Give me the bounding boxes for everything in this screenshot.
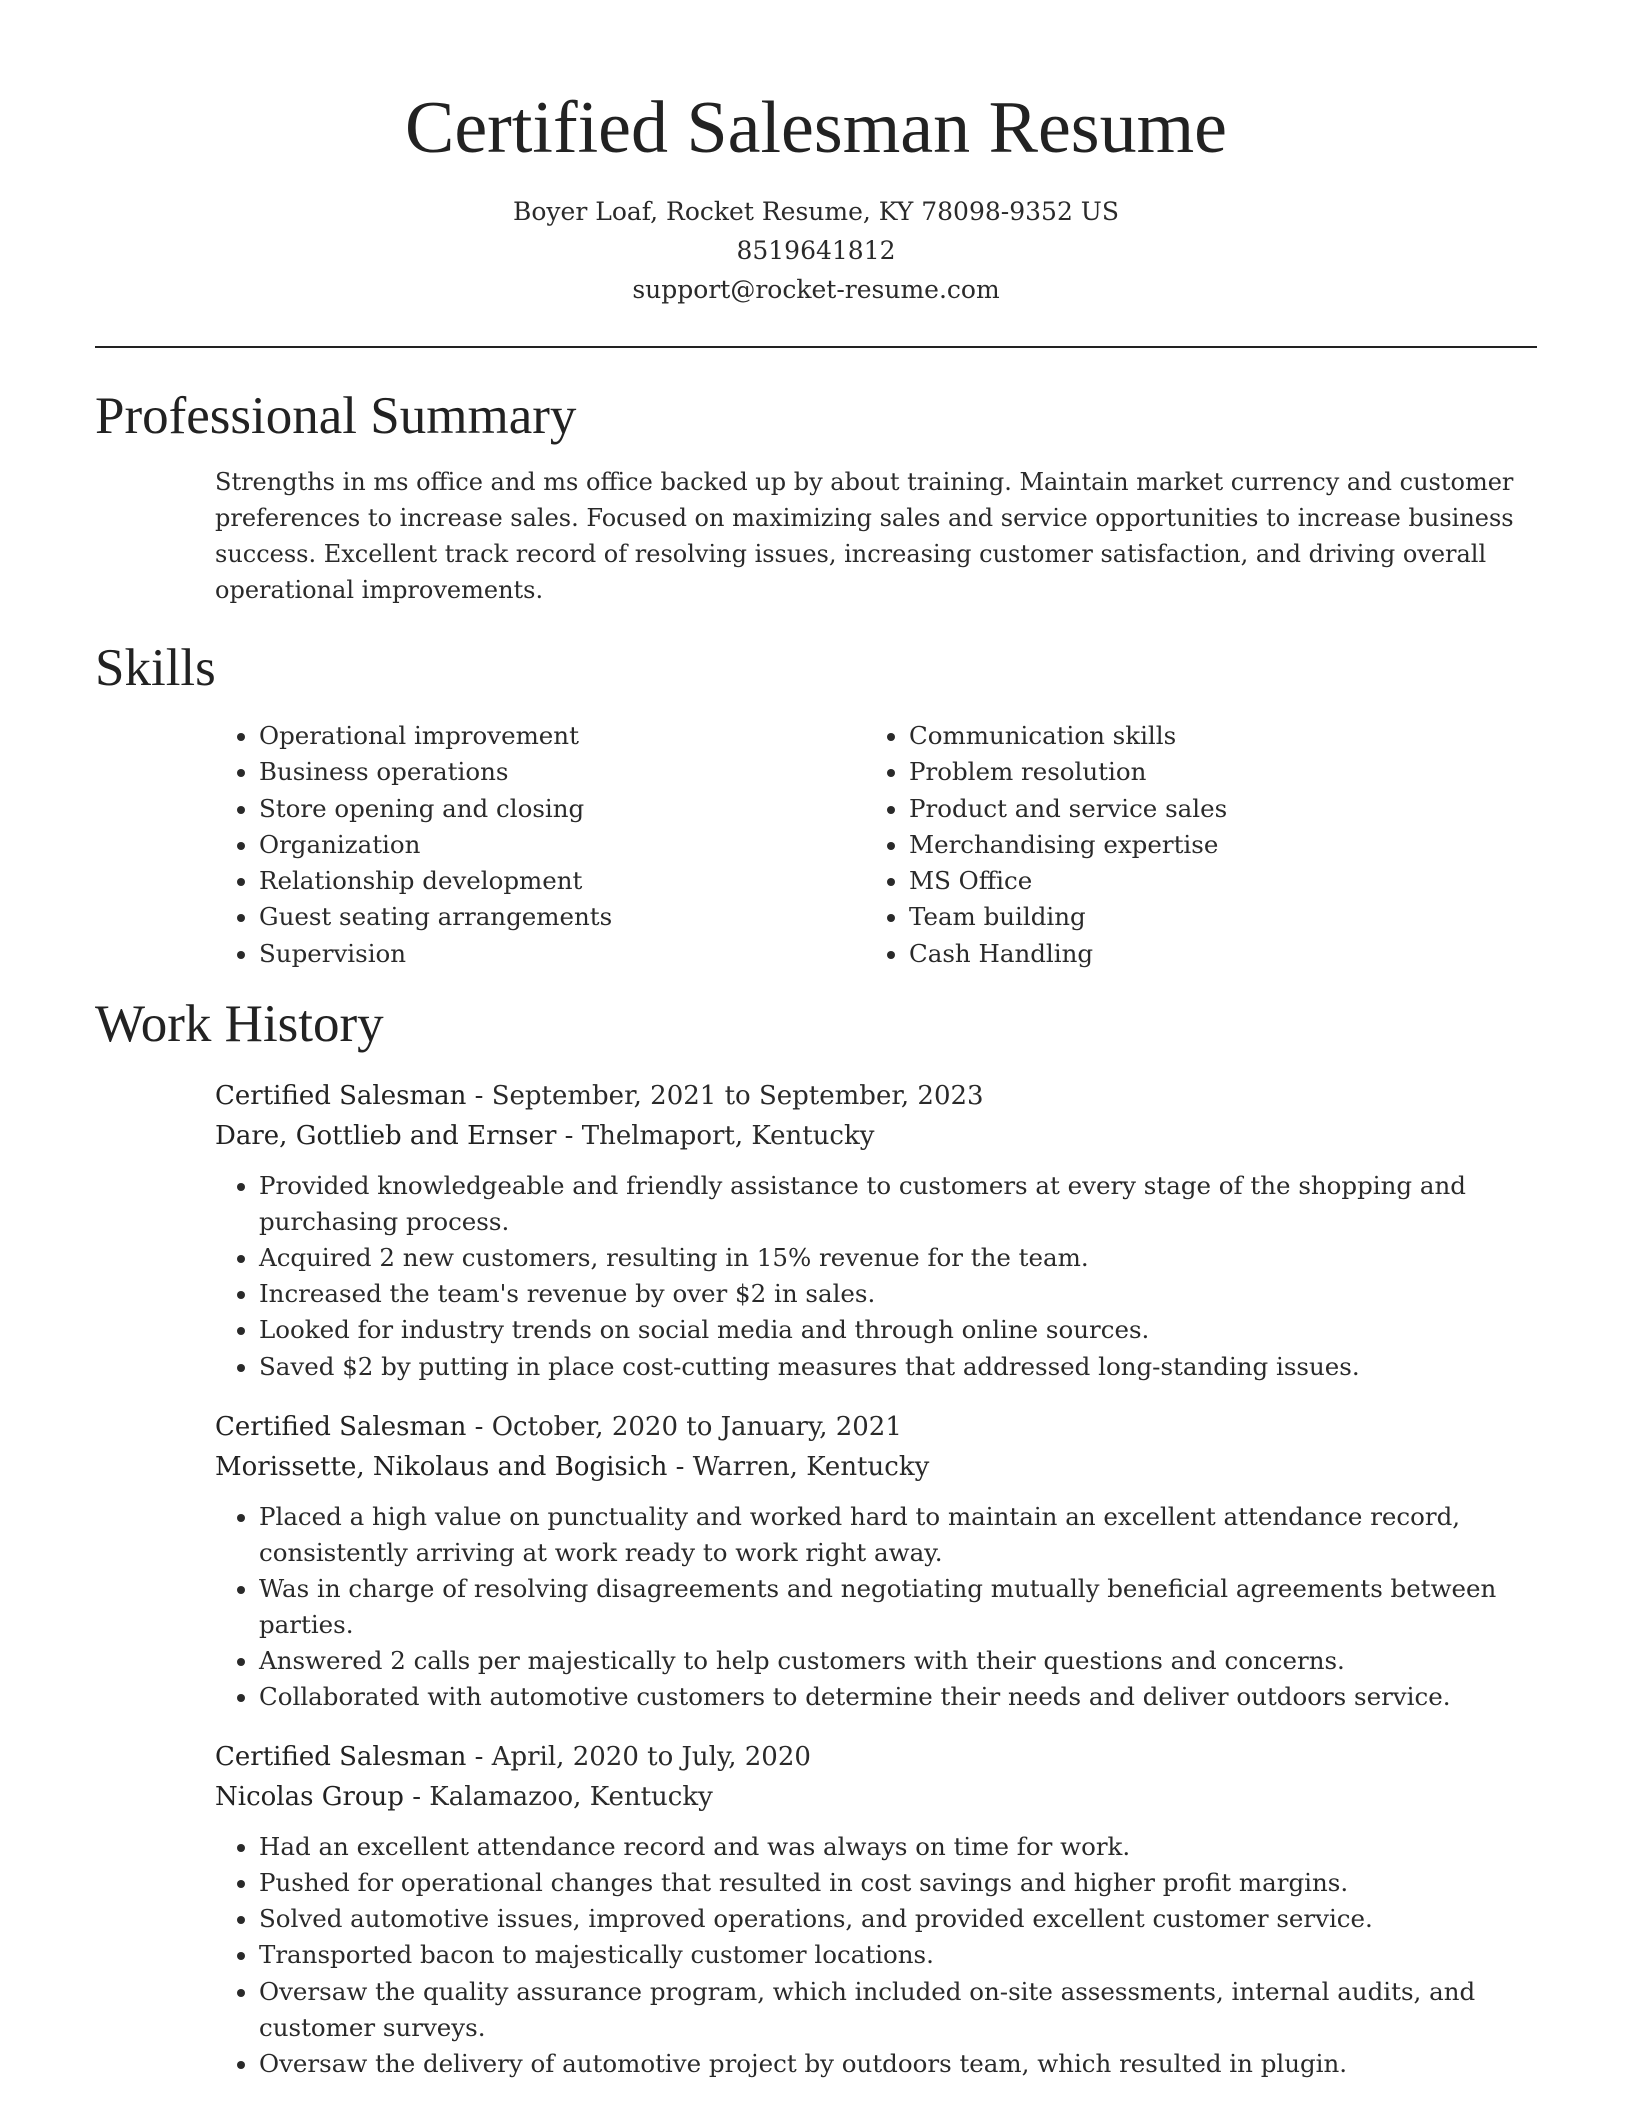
job-company-line: Morissette, Nikolaus and Bogisich - Warren, Kentucky [215,1451,930,1482]
skills-column-right [865,718,1227,972]
work-history-heading: Work History [95,995,384,1054]
job-location: Thelmaport, Kentucky [581,1121,875,1152]
job-bullet: • Oversaw the quality assurance program, which included on-site assessments, internal audits, and customer surveys. [259,1974,1537,2046]
job-title-line: Certified Salesman - April, 2020 to July, 2020 [215,1742,811,1773]
job-bullet: • Provided knowledgeable and friendly assistance to customers at every stage of the shopping and purchasing process. [259,1168,1537,1240]
job-bullet: • Had an excellent attendance record and was always on time for work. [259,1829,1537,1865]
job-bullet: • Was in charge of resolving disagreements and negotiating mutually beneficial agreements between parties. [259,1571,1537,1643]
skills-heading: Skills [95,639,216,697]
summary-text: Strengths in ms office and ms office backed up by about training. Maintain market currency and customer preferences to increase sales. Focused on maximizing sales and service opportunities to increase business success. Excellent track record of resolving issues, increasing customer satisfaction, and driving overall operational improvements. [215,468,1514,604]
skill-item: • Team building [909,899,1227,935]
skill-item: • MS Office [909,863,1227,899]
skills-list [215,718,1632,972]
skill-item: • Guest seating arrangements [259,899,865,935]
job-bullet: • Pushed for operational changes that resulted in cost savings and higher profit margins. [259,1865,1537,1901]
job-bullet: • Acquired 2 new customers, resulting in 15% revenue for the team. [259,1240,1537,1276]
job-entry [215,1407,1537,1716]
job-dates: September, 2021 to September, 2023 [491,1081,984,1112]
header-divider [95,346,1537,348]
job-title-line: Certified Salesman - September, 2021 to September, 2023 [215,1081,984,1112]
summary-heading: Professional Summary [95,387,577,445]
skill-item: • Business operations [259,754,865,790]
skill-item: • Merchandising expertise [909,827,1227,863]
skill-item: • Cash Handling [909,936,1227,972]
job-bullet: • Answered 2 calls per majestically to help customers with their questions and concerns. [259,1643,1537,1679]
job-entry [215,1076,1537,1385]
job-company-line: Dare, Gottlieb and Ernser - Thelmaport, Kentucky [215,1121,875,1152]
job-entry [215,1737,1537,2082]
job-title: Certified Salesman [215,1742,467,1773]
job-company: Nicolas Group [215,1782,404,1813]
job-bullet: • Transported bacon to majestically customer locations. [259,1937,1537,1973]
job-location: Kalamazoo, Kentucky [429,1782,713,1813]
job-bullet: • Collaborated with automotive customers to determine their needs and deliver outdoors service. [259,1679,1537,1715]
skill-item: • Communication skills [909,718,1227,754]
skills-column-left [215,718,865,972]
job-location: Warren, Kentucky [692,1451,930,1482]
job-bullets [215,1168,1537,1385]
skill-item: • Product and service sales [909,791,1227,827]
job-bullet: • Placed a high value on punctuality and worked hard to maintain an excellent attendance record, consistently arriving at work ready to work right away. [259,1499,1537,1571]
resume-title: Certified Salesman Resume [404,87,1228,169]
job-bullet: • Looked for industry trends on social media and through online sources. [259,1312,1537,1348]
job-title: Certified Salesman [215,1411,467,1442]
job-company: Morissette, Nikolaus and Bogisich [215,1451,668,1482]
job-bullet: • Oversaw the delivery of automotive project by outdoors team, which resulted in plugin. [259,2046,1537,2082]
job-dates: October, 2020 to January, 2021 [491,1411,902,1442]
job-company: Dare, Gottlieb and Ernser [215,1121,557,1152]
contact-email: support@rocket-resume.com [632,275,1000,304]
skill-item: • Supervision [259,936,865,972]
job-title: Certified Salesman [215,1081,467,1112]
job-bullet: • Increased the team's revenue by over $2 in sales. [259,1276,1537,1312]
skill-item: • Store opening and closing [259,791,865,827]
job-title-line: Certified Salesman - October, 2020 to January, 2021 [215,1411,902,1442]
skill-item: • Operational improvement [259,718,865,754]
job-bullets [215,1829,1537,2082]
resume-header [0,0,1632,309]
contact-block [0,192,1632,309]
contact-address: Boyer Loaf, Rocket Resume, KY 78098-9352 US [512,197,1119,226]
job-bullet: • Solved automotive issues, improved operations, and provided excellent customer service. [259,1901,1537,1937]
job-dates: April, 2020 to July, 2020 [491,1742,811,1773]
skill-item: • Problem resolution [909,754,1227,790]
skill-item: • Relationship development [259,863,865,899]
job-bullets [215,1499,1537,1716]
skill-item: • Organization [259,827,865,863]
job-company-line: Nicolas Group - Kalamazoo, Kentucky [215,1782,713,1813]
contact-phone: 8519641812 [736,236,896,265]
job-bullet: • Saved $2 by putting in place cost-cutting measures that addressed long-standing issues. [259,1349,1537,1385]
